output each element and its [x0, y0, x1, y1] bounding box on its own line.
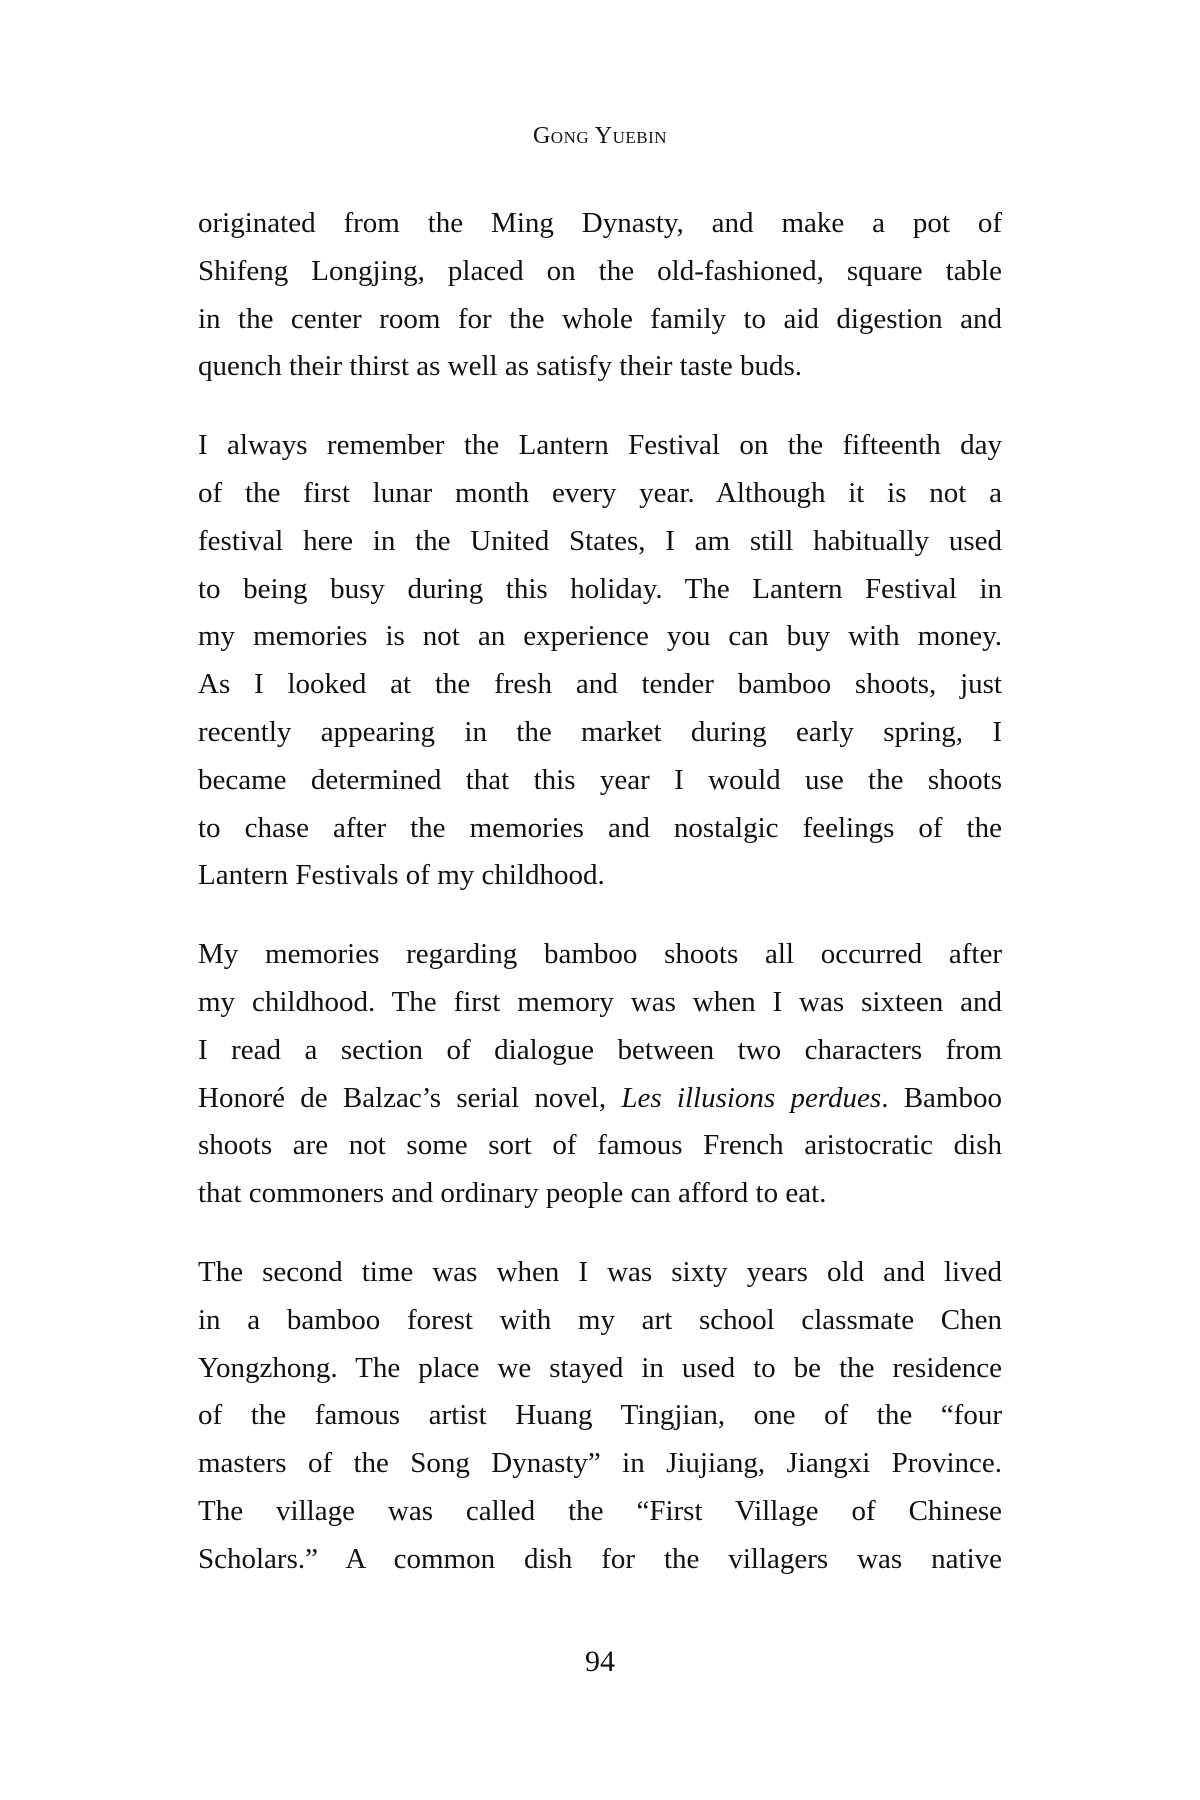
text-line: that commoners and ordinary people can afford to eat.: [198, 1177, 827, 1210]
text-line: I always remember the Lantern Festival on the fifteenth day: [198, 429, 1002, 462]
text-line: to chase after the memories and nostalgic feelings of the: [198, 811, 1002, 844]
text-line-with-title: [198, 1075, 1002, 1123]
text-line: in the center room for the whole family to aid digestion and: [198, 302, 1002, 335]
book-title: Les illusions perdues: [621, 1081, 882, 1114]
text-line: became determined that this year I would use the shoots: [198, 763, 1002, 796]
text-line: festival here in the United States, I am still habitually used: [198, 524, 1002, 557]
text-line: Scholars.” A common dish for the villagers was native: [198, 1542, 1002, 1575]
paragraph-2: [198, 422, 1002, 900]
text-line: my memories is not an experience you can buy with money.: [198, 620, 1002, 653]
paragraph-4: [198, 1249, 1002, 1584]
text-line: Lantern Festivals of my childhood.: [198, 859, 605, 892]
text-line: The second time was when I was sixty years old and lived: [198, 1255, 1002, 1288]
text-line: in a bamboo forest with my art school classmate Chen: [198, 1303, 1002, 1336]
running-head: Gong Yuebin: [532, 123, 668, 149]
text-line: recently appearing in the market during early spring, I: [198, 715, 1002, 748]
text-line: my childhood. The first memory was when I was sixteen and: [198, 985, 1002, 1018]
text-line: The village was called the “First Village of Chinese: [198, 1494, 1002, 1527]
text-line: My memories regarding bamboo shoots all occurred after: [198, 938, 1002, 971]
text-before-title: Honoré de Balzac’s serial novel,: [198, 1081, 622, 1114]
text-line: As I looked at the fresh and tender bamboo shoots, just: [198, 668, 1002, 701]
page-number: 94: [585, 1645, 615, 1678]
text-line: to being busy during this holiday. The Lantern Festival in: [198, 572, 1002, 605]
text-line: quench their thirst as well as satisfy their taste buds.: [198, 350, 803, 383]
text-line: of the famous artist Huang Tingjian, one of the “four: [198, 1399, 1002, 1432]
text-line: shoots are not some sort of famous French aristocratic dish: [198, 1129, 1002, 1162]
body-text: [198, 200, 1002, 1615]
paragraph-1: [198, 200, 1002, 391]
text-line: I read a section of dialogue between two characters from: [198, 1033, 1002, 1066]
text-line: Yongzhong. The place we stayed in used to be the residence: [198, 1351, 1002, 1384]
text-line: originated from the Ming Dynasty, and make a pot of: [198, 207, 1002, 239]
text-after-title: . Bamboo: [881, 1081, 1002, 1114]
text-line: of the first lunar month every year. Although it is not a: [198, 476, 1002, 509]
paragraph-3: [198, 931, 1002, 1218]
text-line: masters of the Song Dynasty” in Jiujiang, Jiangxi Province.: [198, 1447, 1002, 1480]
text-line: Shifeng Longjing, placed on the old-fashioned, square table: [198, 254, 1002, 287]
